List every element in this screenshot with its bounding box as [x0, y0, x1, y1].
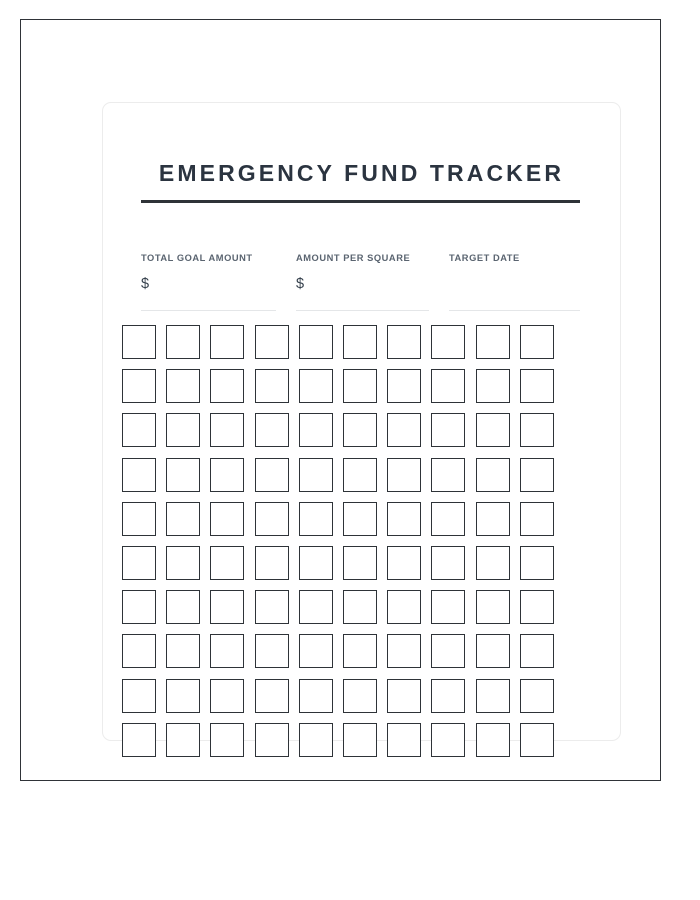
grid-square[interactable] [255, 413, 289, 447]
grid-square[interactable] [476, 325, 510, 359]
grid-square[interactable] [299, 723, 333, 757]
grid-square[interactable] [166, 634, 200, 668]
field-amount-per-square[interactable] [296, 252, 429, 314]
grid-square[interactable] [166, 679, 200, 713]
grid-square[interactable] [520, 458, 554, 492]
grid-square[interactable] [520, 590, 554, 624]
grid-square[interactable] [476, 369, 510, 403]
grid-square[interactable] [343, 413, 377, 447]
grid-square[interactable] [166, 325, 200, 359]
grid-square[interactable] [476, 634, 510, 668]
grid-square[interactable] [476, 502, 510, 536]
grid-square[interactable] [431, 546, 465, 580]
grid-square[interactable] [299, 546, 333, 580]
grid-square[interactable] [210, 679, 244, 713]
grid-square[interactable] [299, 413, 333, 447]
grid-square[interactable] [166, 546, 200, 580]
grid-square[interactable] [299, 634, 333, 668]
field-input-amount-per-square[interactable]: $ [296, 276, 305, 292]
grid-square[interactable] [210, 325, 244, 359]
field-underline-amount-per-square [296, 310, 429, 311]
grid-square[interactable] [387, 590, 421, 624]
grid-square[interactable] [431, 634, 465, 668]
field-label-amount-per-square: AMOUNT PER SQUARE [296, 253, 411, 263]
grid-square[interactable] [210, 723, 244, 757]
grid-square[interactable] [122, 723, 156, 757]
grid-square[interactable] [387, 679, 421, 713]
title-divider [141, 200, 580, 203]
grid-square[interactable] [255, 590, 289, 624]
grid-square[interactable] [343, 458, 377, 492]
grid-square[interactable] [431, 723, 465, 757]
grid-square[interactable] [122, 634, 156, 668]
grid-square[interactable] [343, 369, 377, 403]
grid-square[interactable] [255, 325, 289, 359]
grid-square[interactable] [255, 502, 289, 536]
grid-square[interactable] [166, 723, 200, 757]
grid-square[interactable] [122, 679, 156, 713]
grid-square[interactable] [255, 546, 289, 580]
grid-square[interactable] [387, 546, 421, 580]
grid-square[interactable] [122, 590, 156, 624]
page-title: EMERGENCY FUND TRACKER [158, 160, 565, 187]
grid-square[interactable] [387, 413, 421, 447]
grid-square[interactable] [431, 590, 465, 624]
grid-square[interactable] [520, 325, 554, 359]
grid-square[interactable] [387, 325, 421, 359]
grid-square[interactable] [343, 723, 377, 757]
grid-square[interactable] [122, 413, 156, 447]
field-underline-target-date [449, 310, 580, 311]
grid-square[interactable] [520, 679, 554, 713]
grid-square[interactable] [387, 458, 421, 492]
field-underline-total-goal-amount [141, 310, 276, 311]
grid-square[interactable] [255, 634, 289, 668]
grid-square[interactable] [255, 369, 289, 403]
grid-square[interactable] [431, 369, 465, 403]
grid-square[interactable] [476, 413, 510, 447]
grid-square[interactable] [343, 634, 377, 668]
grid-square[interactable] [210, 369, 244, 403]
grid-square[interactable] [255, 679, 289, 713]
grid-square[interactable] [299, 590, 333, 624]
grid-square[interactable] [166, 413, 200, 447]
grid-square[interactable] [520, 723, 554, 757]
grid-square[interactable] [255, 723, 289, 757]
grid-square[interactable] [520, 634, 554, 668]
grid-square[interactable] [166, 458, 200, 492]
grid-square[interactable] [520, 502, 554, 536]
grid-square[interactable] [299, 502, 333, 536]
grid-square[interactable] [122, 325, 156, 359]
field-target-date[interactable] [449, 252, 580, 314]
grid-square[interactable] [387, 369, 421, 403]
grid-square[interactable] [210, 634, 244, 668]
grid-square[interactable] [476, 679, 510, 713]
grid-square[interactable] [299, 369, 333, 403]
grid-square[interactable] [343, 590, 377, 624]
grid-square[interactable] [520, 546, 554, 580]
grid-square[interactable] [210, 546, 244, 580]
grid-square[interactable] [476, 723, 510, 757]
field-input-total-goal-amount[interactable]: $ [141, 276, 150, 292]
grid-square[interactable] [476, 458, 510, 492]
grid-square[interactable] [476, 590, 510, 624]
grid-square[interactable] [122, 458, 156, 492]
grid-square[interactable] [166, 502, 200, 536]
grid-square[interactable] [122, 546, 156, 580]
field-total-goal-amount[interactable] [141, 252, 276, 314]
grid-square[interactable] [122, 369, 156, 403]
grid-square[interactable] [431, 325, 465, 359]
field-row [141, 252, 581, 314]
grid-square[interactable] [255, 458, 289, 492]
grid-square[interactable] [210, 458, 244, 492]
savings-square-grid [122, 325, 558, 757]
grid-square[interactable] [476, 546, 510, 580]
grid-square[interactable] [343, 325, 377, 359]
grid-square[interactable] [387, 634, 421, 668]
grid-square[interactable] [431, 502, 465, 536]
grid-square[interactable] [210, 502, 244, 536]
grid-square[interactable] [299, 679, 333, 713]
grid-square[interactable] [299, 458, 333, 492]
grid-square[interactable] [431, 413, 465, 447]
grid-square[interactable] [520, 369, 554, 403]
grid-square[interactable] [387, 502, 421, 536]
grid-square[interactable] [166, 590, 200, 624]
grid-square[interactable] [166, 369, 200, 403]
grid-square[interactable] [343, 679, 377, 713]
grid-square[interactable] [431, 458, 465, 492]
grid-square[interactable] [210, 413, 244, 447]
grid-square[interactable] [122, 502, 156, 536]
grid-square[interactable] [520, 413, 554, 447]
field-label-target-date: TARGET DATE [449, 253, 520, 263]
grid-square[interactable] [210, 590, 244, 624]
grid-square[interactable] [299, 325, 333, 359]
grid-square[interactable] [431, 679, 465, 713]
field-label-total-goal-amount: TOTAL GOAL AMOUNT [141, 253, 253, 263]
grid-square[interactable] [343, 546, 377, 580]
grid-square[interactable] [387, 723, 421, 757]
grid-square[interactable] [343, 502, 377, 536]
